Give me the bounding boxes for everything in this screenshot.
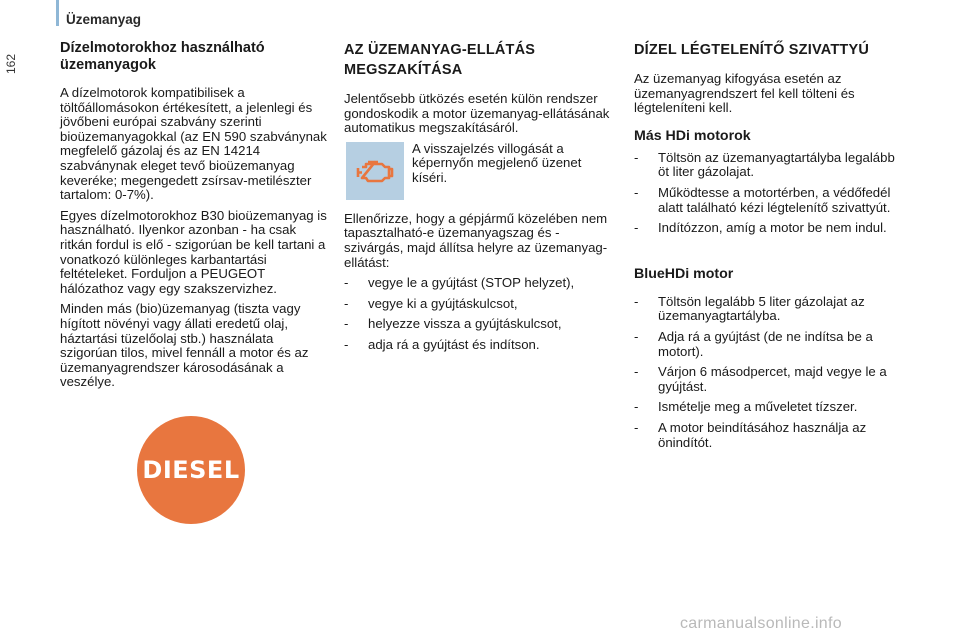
list-item: - helyezze vissza a gyújtáskulcsot,: [344, 317, 616, 332]
heading-fuel-cutoff: AZ ÜZEMANYAG-ELLÁTÁS MEGSZAKÍTÁSA: [344, 42, 536, 78]
heading-priming-pump: DÍZEL LÉGTELENÍTŐ SZIVATTYÚ: [634, 42, 869, 58]
list-item: - Ismételje meg a műveletet tízszer.: [634, 400, 908, 415]
paragraph-biofuel-compat: A dízelmotorok kompatibilisek a töltőállomásokon értékesített, a jelenlegi és jövőbeni európai szabvány szerinti bioüzemanyagokkal (az EN 590 szabványnak megfelelő gázolaj és az EN 14214 szabványnak eleget tevő bioüzemanyag keveréke; megengedett zsírsav-metilészter tartalom: 0-7%).: [60, 85, 327, 203]
diesel-badge: [137, 416, 245, 524]
list-item: - A motor beindításához használja az önindítót.: [634, 421, 908, 450]
bluehdi-steps-list: [634, 295, 908, 450]
subheading-hdi: Más HDi motorok: [634, 127, 751, 144]
engine-warning-icon: [346, 142, 404, 200]
column-fuel-cutoff: [344, 40, 616, 359]
paragraph-prohibited: Minden más (bio)üzemanyag (tiszta vagy hígított növényi vagy állati eredetű olaj, háztartási tüzelőolaj stb.) használata szigorúan tilos, mivel fennáll a motor és az üzemanyagrendszer károsodásának a veszélye.: [60, 301, 309, 390]
paragraph-b30: Egyes dízelmotorokhoz B30 bioüzemanyag is használható. Ilyenkor azonban - ha csak ritkán fordul is elő - szigorúan be kell tartani a vonatkozó különleges karbantartási feltételeket. Forduljon a PEUGEOT hálózathoz vagy egy szakszervizhez.: [60, 207, 327, 296]
list-item: - vegye ki a gyújtáskulcsot,: [344, 297, 616, 312]
hdi-steps-list: [634, 151, 908, 236]
paragraph-priming-intro: Az üzemanyag kifogyása esetén az üzemanyagrendszert fel kell tölteni és légteleníteni kell.: [634, 71, 855, 116]
column-priming-pump: [634, 40, 908, 456]
list-item: - Töltsön az üzemanyagtartályba legalább öt liter gázolajat.: [634, 151, 908, 180]
warning-text: A visszajelzés villogását a képernyőn megjelenő üzenet kíséri.: [412, 140, 582, 185]
list-item: - vegye le a gyújtást (STOP helyzet),: [344, 276, 616, 291]
heading-diesel-fuels: Dízelmotorokhoz használható üzemanyagok: [60, 40, 265, 73]
warning-row: [344, 142, 616, 200]
list-item: - Várjon 6 másodpercet, majd vegye le a gyújtást.: [634, 365, 908, 394]
restore-steps-list: [344, 276, 616, 352]
list-item: - adja rá a gyújtást és indítson.: [344, 338, 616, 353]
list-item: - Töltsön legalább 5 liter gázolajat az üzemanyagtartályba.: [634, 295, 908, 324]
column-diesel-fuels: [60, 40, 328, 390]
paragraph-check-restore: Ellenőrizze, hogy a gépjármű közelében nem tapasztalható-e üzemanyagszag és -szivárgás, majd állítsa helyre az üzemanyag-ellátást:: [344, 210, 608, 270]
list-item: - Működtesse a motortérben, a védőfedél alatt található kézi légtelenítő szivattyút.: [634, 186, 908, 215]
list-item: - Indítózzon, amíg a motor be nem indul.: [634, 221, 908, 236]
page-number: 162: [4, 53, 18, 74]
section-marker-bar: [56, 0, 59, 26]
subheading-bluehdi: BlueHDi motor: [634, 265, 734, 282]
diesel-badge-label: DIESEL: [142, 456, 240, 484]
paragraph-cutoff-intro: Jelentősebb ütközés esetén külön rendszer gondoskodik a motor üzemanyag-ellátásának automatikus megszakításáról.: [344, 91, 610, 136]
section-title: Üzemanyag: [66, 12, 142, 27]
list-item: - Adja rá a gyújtást (de ne indítsa be a motort).: [634, 330, 908, 359]
watermark-text: carmanualsonline.info: [680, 615, 842, 632]
